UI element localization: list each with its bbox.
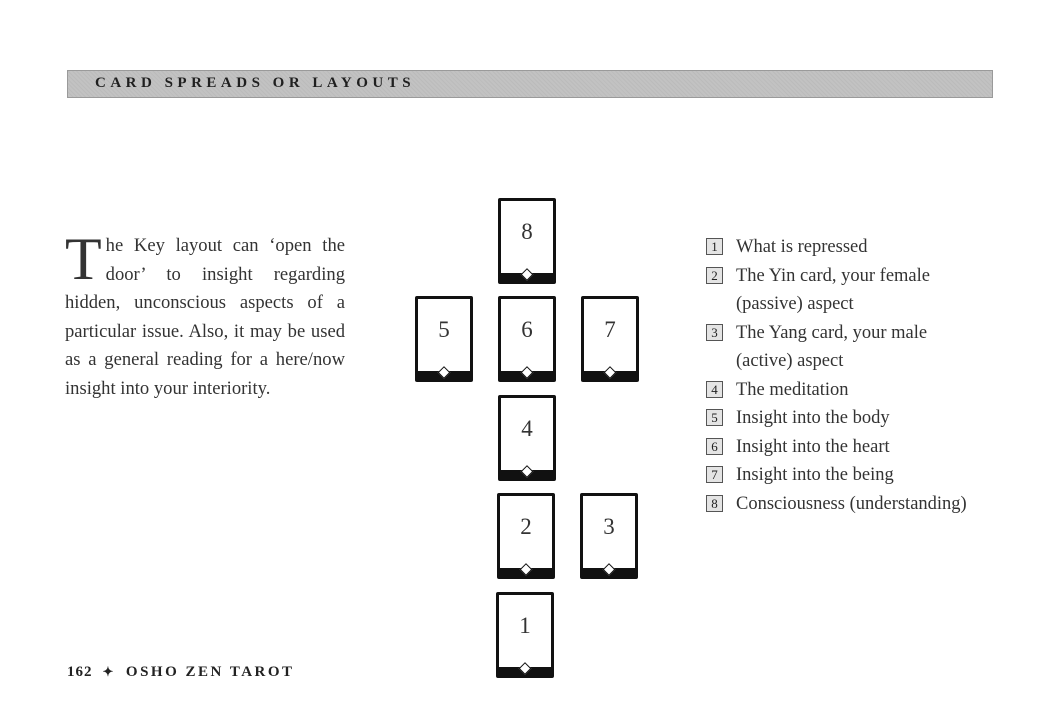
legend-text: Insight into the body xyxy=(736,408,890,428)
diamond-icon xyxy=(519,662,532,675)
star-separator-icon: ✦ xyxy=(102,664,116,679)
legend-number-badge: 8 xyxy=(706,495,723,512)
legend-text: Consciousness (understanding) xyxy=(736,493,967,514)
legend-text-continued: (passive) aspect xyxy=(736,294,854,314)
legend-text: What is repressed xyxy=(736,237,868,257)
section-title: CARD SPREADS OR LAYOUTS xyxy=(95,75,416,91)
legend-text: The meditation xyxy=(736,379,849,400)
card-number: 6 xyxy=(521,317,533,342)
legend-text: Insight into the being xyxy=(736,465,894,485)
legend-text: Insight into the heart xyxy=(736,436,890,457)
card-position-4 xyxy=(498,395,556,481)
card-position-2 xyxy=(497,493,555,579)
legend-text-continued: (active) aspect xyxy=(736,351,844,371)
section-header-bar xyxy=(67,70,993,98)
legend-number-badge: 3 xyxy=(706,324,723,341)
legend-number-badge: 4 xyxy=(706,381,723,398)
card-position-7 xyxy=(581,296,639,382)
legend-item xyxy=(706,433,1006,462)
card-position-6 xyxy=(498,296,556,382)
diamond-icon xyxy=(604,366,617,379)
diamond-icon xyxy=(520,563,533,576)
position-legend xyxy=(706,233,1006,518)
legend-number-badge: 2 xyxy=(706,267,723,284)
legend-number-badge: 6 xyxy=(706,438,723,455)
legend-item xyxy=(706,262,1006,319)
legend-item xyxy=(706,376,1006,405)
legend-number-badge: 5 xyxy=(706,409,723,426)
card-position-3 xyxy=(580,493,638,579)
diamond-icon xyxy=(438,366,451,379)
legend-text: The Yin card, your female xyxy=(736,265,930,286)
card-number: 5 xyxy=(438,317,450,342)
diamond-icon xyxy=(603,563,616,576)
card-number: 3 xyxy=(603,514,615,539)
legend-number-badge: 1 xyxy=(706,238,723,255)
legend-text: The Yang card, your male xyxy=(736,322,928,343)
card-number: 2 xyxy=(520,514,532,539)
card-number: 4 xyxy=(521,416,533,441)
legend-number-badge: 7 xyxy=(706,466,723,483)
card-position-8 xyxy=(498,198,556,284)
legend-item xyxy=(706,319,1006,376)
card-number: 1 xyxy=(519,613,531,638)
book-title: OSHO ZEN TAROT xyxy=(125,664,295,680)
page-footer xyxy=(67,664,295,681)
drop-cap: T xyxy=(65,226,102,292)
legend-item xyxy=(706,233,1006,262)
page-number: 162 xyxy=(67,664,93,680)
card-number: 7 xyxy=(604,317,616,342)
legend-item xyxy=(706,490,1006,519)
diamond-icon xyxy=(521,465,534,478)
card-number: 8 xyxy=(521,219,533,244)
legend-item xyxy=(706,404,1006,433)
legend-item xyxy=(706,461,1006,490)
card-position-1 xyxy=(496,592,554,678)
intro-paragraph xyxy=(65,226,345,403)
intro-text: he Key layout can ‘open the door’ to insight regarding hidden, unconscious aspects of a particular issue. Also, it may be used as a general reading for a here/now insight into your interiority. xyxy=(65,235,345,399)
card-position-5 xyxy=(415,296,473,382)
diamond-icon xyxy=(521,268,534,281)
diamond-icon xyxy=(521,366,534,379)
